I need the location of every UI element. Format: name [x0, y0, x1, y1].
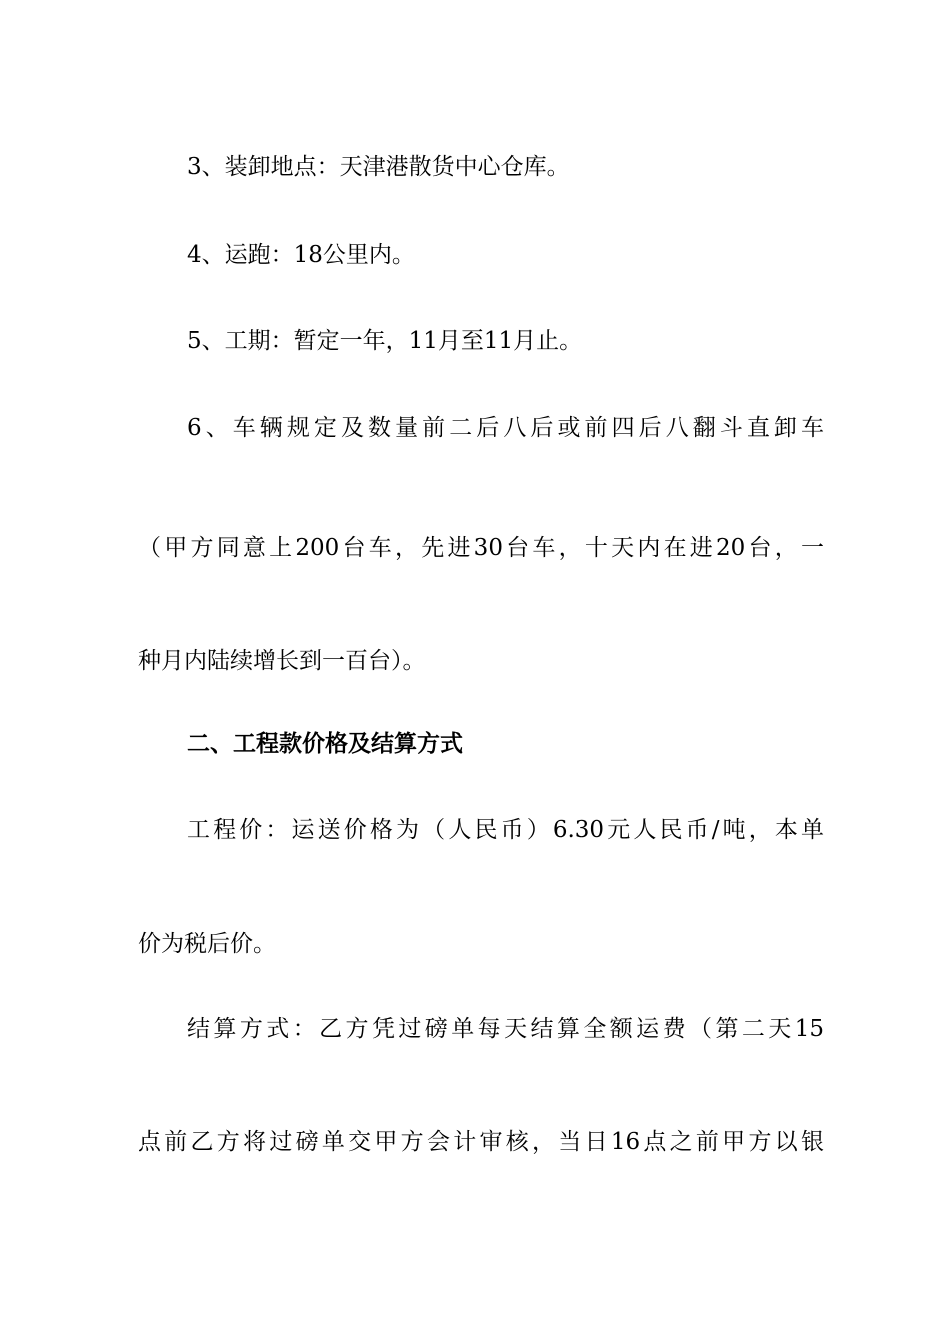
item-5-duration: 5、工期：暂定一年，11月至11月止。	[187, 328, 583, 354]
settlement-paragraph-line-2: 点前乙方将过磅单交甲方会计审核，当日16点之前甲方以银	[138, 1129, 824, 1155]
item-6-vehicles-line-3: 种月内陆续增长到一百台）。	[138, 648, 426, 674]
price-paragraph-line-1: 工程价：运送价格为（人民币）6.30元人民币/吨，本单	[187, 817, 824, 843]
item-4-distance: 4、运跑：18公里内。	[187, 242, 415, 268]
item-3-loading-location: 3、装卸地点：天津港散货中心仓库。	[187, 154, 570, 180]
settlement-paragraph-line-1: 结算方式：乙方凭过磅单每天结算全额运费（第二天15	[187, 1016, 824, 1042]
section-heading-price-settlement: 二、工程款价格及结算方式	[187, 731, 463, 757]
item-6-vehicles-line-2: （甲方同意上200台车，先进30台车，十天内在进20台，一	[138, 535, 824, 561]
item-6-vehicles-line-1: 6、车辆规定及数量前二后八后或前四后八翻斗直卸车	[187, 415, 824, 441]
price-paragraph-line-2: 价为税后价。	[138, 931, 276, 957]
